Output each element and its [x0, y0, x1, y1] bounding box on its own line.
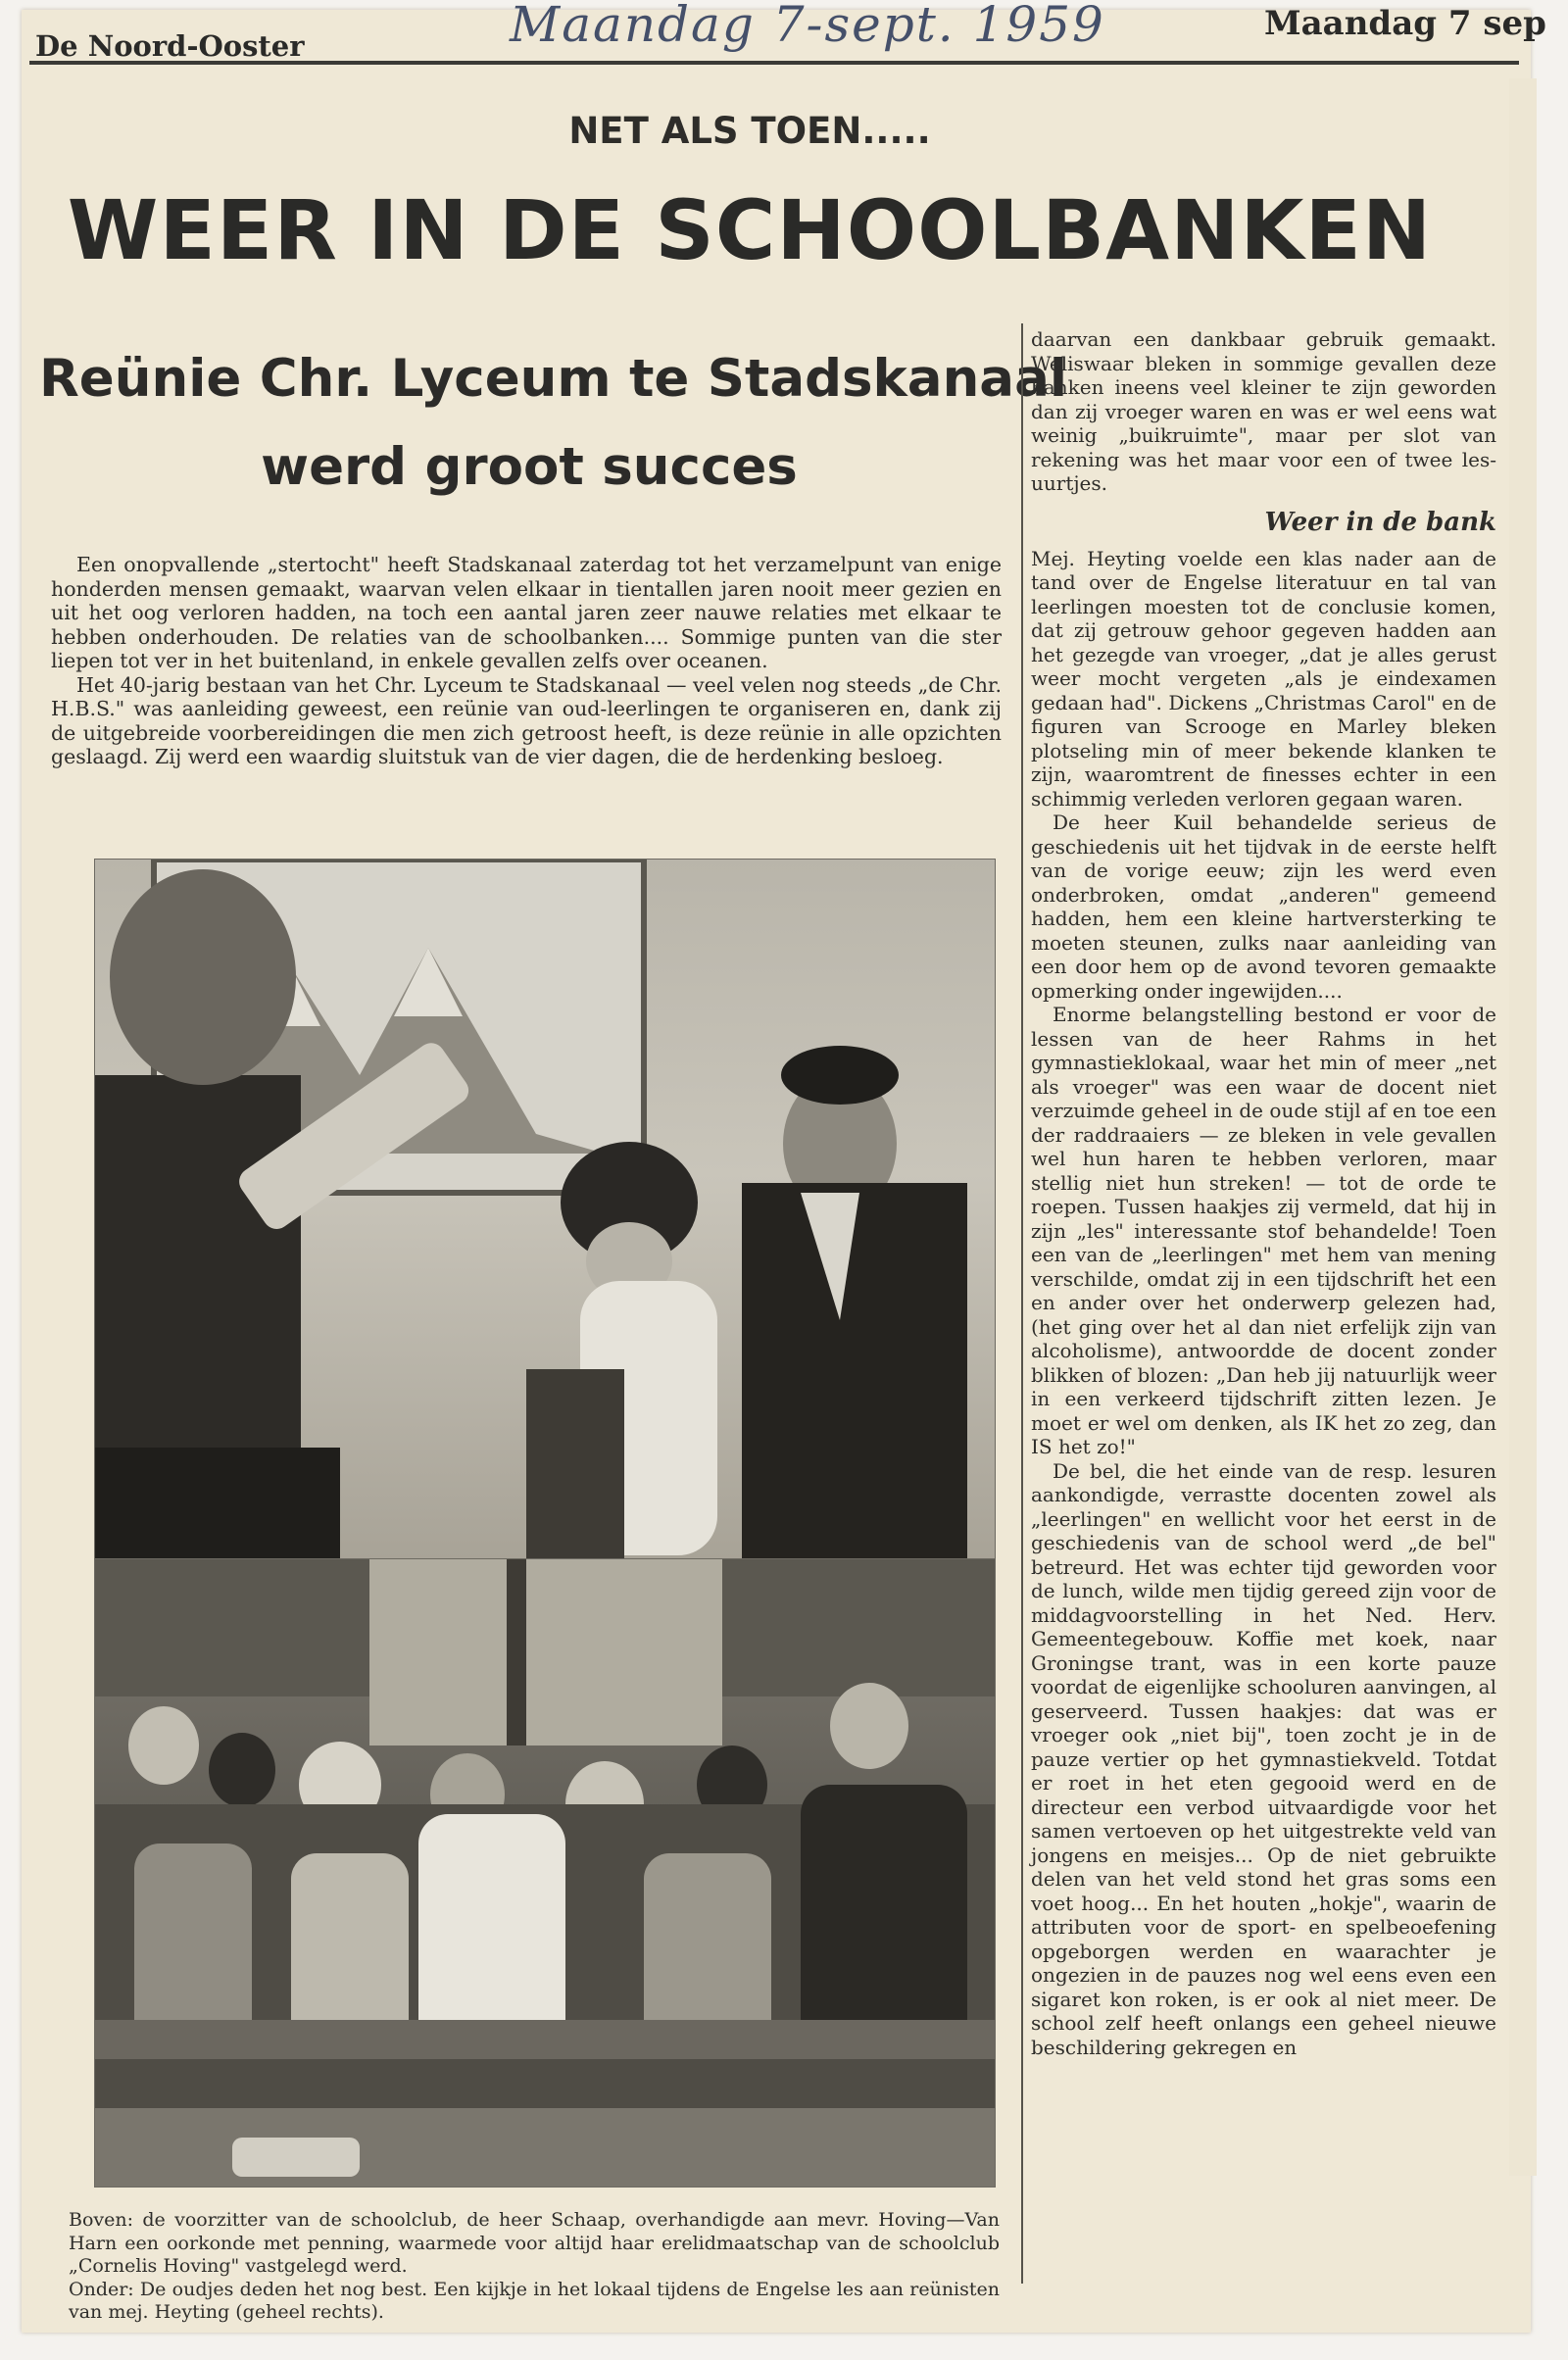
column-divider [1021, 323, 1023, 2284]
intro-paragraph: Een onopvallende „stertocht" heeft Stadskanaal zaterdag tot het verzamelpunt van enige honderden mensen gemaakt, waarvan velen elkaar in tientallen jaren nooit meer gezien en uit het oog verloren hadden, na toch een aantal jaren zeer nauwe relaties met elkaar te hebben onderhouden. De relaties van de schoolbanken.... Sommige punten van die ster liepen tot ver in het buitenland, in enkele gevallen zelfs over oceanen. [51, 553, 1002, 672]
printed-date: Maandag 7 sep [1264, 4, 1546, 43]
newspaper-name: De Noord-Ooster [35, 29, 305, 63]
caption-line-bottom: Onder: De oudjes deden het nog best. Een kijkje in het lokaal tijdens de Engelse les aan reünisten van mej. Heyting (geheel rechts). [69, 2278, 1000, 2323]
masthead-rule [29, 61, 1519, 65]
caption-line-top: Boven: de voorzitter van de schoolclub, de heer Schaap, overhandigde aan mevr. Hoving—Van Harn een oorkonde met penning, waarmede voor altijd haar erelidmaatschap van de schoolclub „Cornelis Hoving" vastgelegd werd. [69, 2209, 1000, 2277]
article-kicker: NET ALS TOEN..... [568, 110, 931, 152]
section-subheading: Weer in de bank [1264, 507, 1496, 537]
adjacent-clipping-strip [1509, 78, 1537, 2176]
photo-classroom [94, 1558, 996, 2188]
right-column-paragraph: daarvan een dankbaar gebruik gemaakt. Weliswaar bleken in sommige gevallen deze banken ineens veel kleiner te zijn geworden dan zij vroeger waren en was er wel eens wat weinig „buikruimte", maar per slot van rekening was het maar voor een of twee les-uurtjes. [1031, 327, 1496, 495]
article-subheadline-1: Reünie Chr. Lyceum te Stadskanaal [39, 349, 1068, 409]
right-column-paragraph: De heer Kuil behandelde serieus de geschiedenis uit het tijdvak in de eerste helft van de vorige eeuw; zijn les werd even onderbroken, omdat „anderen" gemeend hadden, hem een kleine hartversterking te moeten steunen, zulks naar aanleiding van een door hem op de avond tevoren gemaakte opmerking onder ingewijden.... [1031, 811, 1496, 1003]
right-column-paragraph: Enorme belangstelling bestond er voor de lessen van de heer Rahms in het gymnastieklokaal, waar het min of meer „net als vroeger" was een waar de docent niet verzuimde geheel in de oude stijl af en toe een der raddraaiers — ze bleken in vele gevallen wel hun haren te hebben verloren, maar stellig niet hun streken! — tot de orde te roepen. Tussen haakjes zij vermeld, dat hij in zijn „les" interessante stof behandelde! Toen een van de „leerlingen" met hem van mening verschilde, omdat zij in een tijdschrift het een en ander over het onderwerp gelezen had, (het ging over het al dan niet erfelijk zijn van alcoholisme), antwoordde de docent zonder blikken of blozen: „Dan heb jij natuurlijk weer in een verkeerd tijdschrift zitten lezen. Je moet er wel om denken, als IK het zo zeg, dan IS het zo!" [1031, 1003, 1496, 1458]
photo-ceremony-graphic [95, 860, 995, 1559]
article-intro [51, 553, 1002, 769]
article-right-column [1031, 327, 1496, 2059]
article-subheadline-2: werd groot succes [261, 437, 798, 497]
article-headline: WEER IN DE SCHOOLBANKEN [67, 182, 1433, 278]
photo-classroom-graphic [95, 1559, 995, 2187]
right-column-paragraph: De bel, die het einde van de resp. lesuren aankondigde, verrastte docenten zowel als „leerlingen" en wellicht voor het eerst in de geschiedenis van de school werd „de bel" betreurd. Het was echter tijd geworden voor de lunch, wilde men tijdig gereed zijn voor de middagvoorstelling in het Ned. Herv. Gemeentegebouw. Koffie met koek, naar Groningse trant, was in een korte pauze voordat de eigenlijke schooluren aanvingen, al geserveerd. Tussen haakjes: dat was er vroeger ook „niet bij", toen zocht je in de pauze vertier op het gymnastiekveld. Totdat er roet in het eten gegooid werd en de directeur een verbod uitvaardigde voor het samen vertoeven op het uitgestrekte veld van jongens en meisjes... Op de niet gebruikte delen van het veld stond het gras soms een voet hoog... En het houten „hokje", waarin de attributen voor de sport- en spelbeoefening opgeborgen werden en waarachter je ongezien in de pauzes nog wel eens even een sigaret kon roken, is er ook al niet meer. De school zelf heeft onlangs een geheel nieuwe beschildering gekregen en [1031, 1458, 1496, 2059]
photo-caption [69, 2209, 1000, 2325]
handwritten-date: Maandag 7-sept. 1959 [510, 0, 1105, 53]
photo-ceremony [94, 859, 996, 1560]
intro-paragraph: Het 40-jarig bestaan van het Chr. Lyceum te Stadskanaal — veel velen nog steeds „de Chr. H.B.S." was aanleiding geweest, een reünie van oud-leerlingen te organiseren en, dank zij de uitgebreide voorbereidingen die men zich getroost heeft, is deze reünie in alle opzichten geslaagd. Zij werd een waardig sluitstuk van de vier dagen, die de herdenking besloeg. [51, 672, 1002, 768]
right-column-paragraph: Mej. Heyting voelde een klas nader aan de tand over de Engelse literatuur en tal van leerlingen moesten tot de conclusie komen, dat zij getrouw gehoor gegeven hadden aan het gezegde van vroeger, „dat je alles gerust weer mocht vergeten „als je eindexamen gedaan had". Dickens „Christmas Carol" en de figuren van Scrooge en Marley bleken plotseling min of meer bekende klanken te zijn, waaromtrent de finesses echter in een schimmig verleden verloren gegaan waren. [1031, 546, 1496, 811]
